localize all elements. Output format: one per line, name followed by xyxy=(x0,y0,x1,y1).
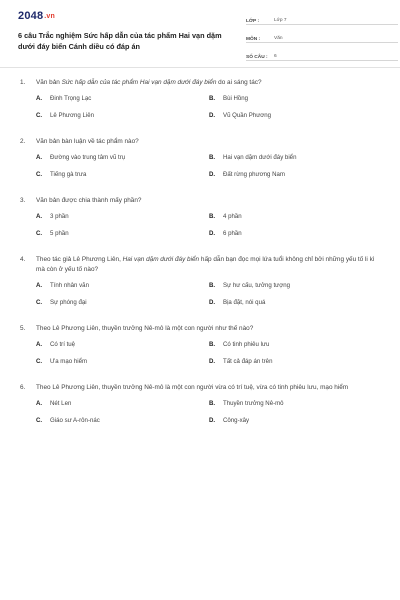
option-letter: D. xyxy=(209,171,216,178)
option-text: Hai vạn dặm dưới đáy biển xyxy=(223,154,297,161)
option-text: Đinh Trọng Lạc xyxy=(50,95,92,102)
meta-value: 6 xyxy=(274,54,277,59)
option-text: 4 phần xyxy=(223,213,242,220)
option-text: Tiếng gà trưa xyxy=(50,171,87,178)
answer-option[interactable] xyxy=(209,112,381,120)
site-logo[interactable] xyxy=(18,10,55,22)
answer-option[interactable] xyxy=(209,341,381,349)
answer-option[interactable] xyxy=(36,95,209,103)
question-text-italic: Hai vạn dặm dưới đáy biển xyxy=(122,256,200,263)
question-number: 6. xyxy=(20,384,26,391)
option-text: Tất cả đáp án trên xyxy=(223,358,273,365)
question-item xyxy=(18,196,382,238)
option-letter: A. xyxy=(36,400,43,407)
option-letter: B. xyxy=(209,282,216,289)
option-letter: A. xyxy=(36,95,43,102)
question-body xyxy=(36,78,382,88)
option-text: Giáo sư A-rôn-nác xyxy=(50,417,100,424)
option-text: Đường vào trung tâm vũ trụ xyxy=(50,154,126,161)
question-body xyxy=(36,137,382,147)
meta-info xyxy=(246,10,398,64)
question-text-after: hấp dẫn bạn đọc mọi lứa tuổi không chỉ bởi những yếu tố li kì mà còn ở yếu tố nào? xyxy=(36,256,375,273)
question-text xyxy=(18,324,382,334)
option-letter: A. xyxy=(36,282,43,289)
option-text: Tính nhân văn xyxy=(50,282,89,289)
meta-row-class xyxy=(246,10,398,25)
answer-options xyxy=(18,213,382,238)
option-letter: C. xyxy=(36,417,43,424)
question-number: 3. xyxy=(20,197,26,204)
option-letter: D. xyxy=(209,230,216,237)
question-text xyxy=(18,255,382,275)
question-text xyxy=(18,78,382,88)
question-number: 1. xyxy=(20,79,26,86)
option-letter: B. xyxy=(209,95,216,102)
question-text xyxy=(18,196,382,206)
meta-row-count xyxy=(246,46,398,61)
question-number: 4. xyxy=(20,256,26,263)
answer-option[interactable] xyxy=(36,213,209,221)
option-letter: C. xyxy=(36,171,43,178)
option-letter: B. xyxy=(209,400,216,407)
option-text: Có tinh phiêu lưu xyxy=(223,341,270,348)
question-text-before: Theo Lê Phương Liên, thuyền trưởng Nê-mô là một con người như thế nào? xyxy=(36,325,254,332)
answer-option[interactable] xyxy=(209,400,381,408)
option-text: 3 phần xyxy=(50,213,69,220)
option-letter: A. xyxy=(36,154,43,161)
question-body xyxy=(36,196,382,206)
question-text xyxy=(18,137,382,147)
option-text: Thuyền trưởng Nê-mô xyxy=(223,400,284,407)
question-number: 2. xyxy=(20,138,26,145)
option-letter: D. xyxy=(209,299,216,306)
meta-value: Văn xyxy=(274,36,283,41)
option-text: Có trí tuệ xyxy=(50,341,76,348)
question-number: 5. xyxy=(20,325,26,332)
answer-option[interactable] xyxy=(36,171,209,179)
question-text-before: Theo Lê Phương Liên, thuyền trưởng Nê-mô là một con người vừa có trí tuệ, vừa có tinh phiêu lưu, mạo hiểm xyxy=(36,384,349,391)
answer-option[interactable] xyxy=(209,299,381,307)
page-title: 6 câu Trắc nghiệm Sức hấp dẫn của tác phẩm Hai vạn dặm dưới đáy biển Cánh diều có đáp án xyxy=(18,31,222,51)
option-text: Đất rừng phương Nam xyxy=(223,171,285,178)
answer-options xyxy=(18,154,382,179)
question-list xyxy=(18,78,382,425)
option-text: Sự phóng đại xyxy=(50,299,87,306)
option-text: Bịa đặt, nói quá xyxy=(223,299,266,306)
option-letter: D. xyxy=(209,358,216,365)
option-letter: A. xyxy=(36,341,43,348)
question-item xyxy=(18,383,382,425)
meta-label: LỚP : xyxy=(246,19,260,24)
answer-option[interactable] xyxy=(209,282,381,290)
option-text: 5 phần xyxy=(50,230,69,237)
answer-option[interactable] xyxy=(36,230,209,238)
option-text: 6 phần xyxy=(223,230,242,237)
logo-text: 2048 xyxy=(18,10,44,22)
option-letter: A. xyxy=(36,213,43,220)
header-divider xyxy=(0,67,400,68)
meta-value: Lớp 7 xyxy=(274,18,287,23)
option-text: Sự hư cấu, tưởng tượng xyxy=(223,282,290,289)
question-text-before: Văn bản bàn luận về tác phẩm nào? xyxy=(36,138,139,145)
option-text: Lê Phương Liên xyxy=(50,112,94,119)
answer-option[interactable] xyxy=(36,112,209,120)
answer-option[interactable] xyxy=(36,417,209,425)
answer-option[interactable] xyxy=(209,171,381,179)
question-text-italic: Sức hấp dẫn của tác phẩm Hai vạn dặm dưới đáy biển xyxy=(61,79,217,86)
option-letter: D. xyxy=(209,112,216,119)
question-item xyxy=(18,255,382,307)
question-text xyxy=(18,383,382,393)
answer-options xyxy=(18,341,382,366)
option-text: Ưa mạo hiểm xyxy=(50,358,88,365)
page-header xyxy=(18,0,382,62)
question-text-before: Văn bản được chia thành mấy phần? xyxy=(36,197,142,204)
question-text-after: do ai sáng tác? xyxy=(216,79,262,86)
option-letter: B. xyxy=(209,154,216,161)
answer-option[interactable] xyxy=(36,341,209,349)
option-text: Vũ Quần Phương xyxy=(223,112,272,119)
answer-options xyxy=(18,400,382,425)
meta-label: MÔN : xyxy=(246,37,261,42)
option-letter: C. xyxy=(36,358,43,365)
answer-option[interactable] xyxy=(209,230,381,238)
question-item xyxy=(18,137,382,179)
question-body xyxy=(36,324,382,334)
meta-row-subject xyxy=(246,28,398,43)
answer-option[interactable] xyxy=(209,213,381,221)
question-text-before: Văn bản xyxy=(36,79,62,86)
question-body xyxy=(36,255,382,275)
option-letter: B. xyxy=(209,341,216,348)
answer-option[interactable] xyxy=(36,282,209,290)
option-letter: C. xyxy=(36,112,43,119)
meta-label: SỐ CÂU : xyxy=(246,55,268,60)
answer-option[interactable] xyxy=(36,358,209,366)
question-text-before: Theo tác giả Lê Phương Liên, xyxy=(36,256,123,263)
answer-option[interactable] xyxy=(209,95,381,103)
logo-suffix: .vn xyxy=(44,13,55,20)
option-letter: C. xyxy=(36,299,43,306)
answer-options xyxy=(18,95,382,120)
option-letter: D. xyxy=(209,417,216,424)
option-text: Nét Len xyxy=(50,400,72,407)
answer-option[interactable] xyxy=(209,417,381,425)
option-letter: B. xyxy=(209,213,216,220)
question-item xyxy=(18,78,382,120)
question-body xyxy=(36,383,382,393)
answer-option[interactable] xyxy=(36,400,209,408)
option-text: Công-xây xyxy=(223,417,250,424)
answer-option[interactable] xyxy=(209,358,381,366)
answer-option[interactable] xyxy=(36,154,209,162)
answer-option[interactable] xyxy=(209,154,381,162)
option-letter: C. xyxy=(36,230,43,237)
question-item xyxy=(18,324,382,366)
option-text: Bùi Hồng xyxy=(223,95,249,102)
answer-option[interactable] xyxy=(36,299,209,307)
answer-options xyxy=(18,282,382,307)
